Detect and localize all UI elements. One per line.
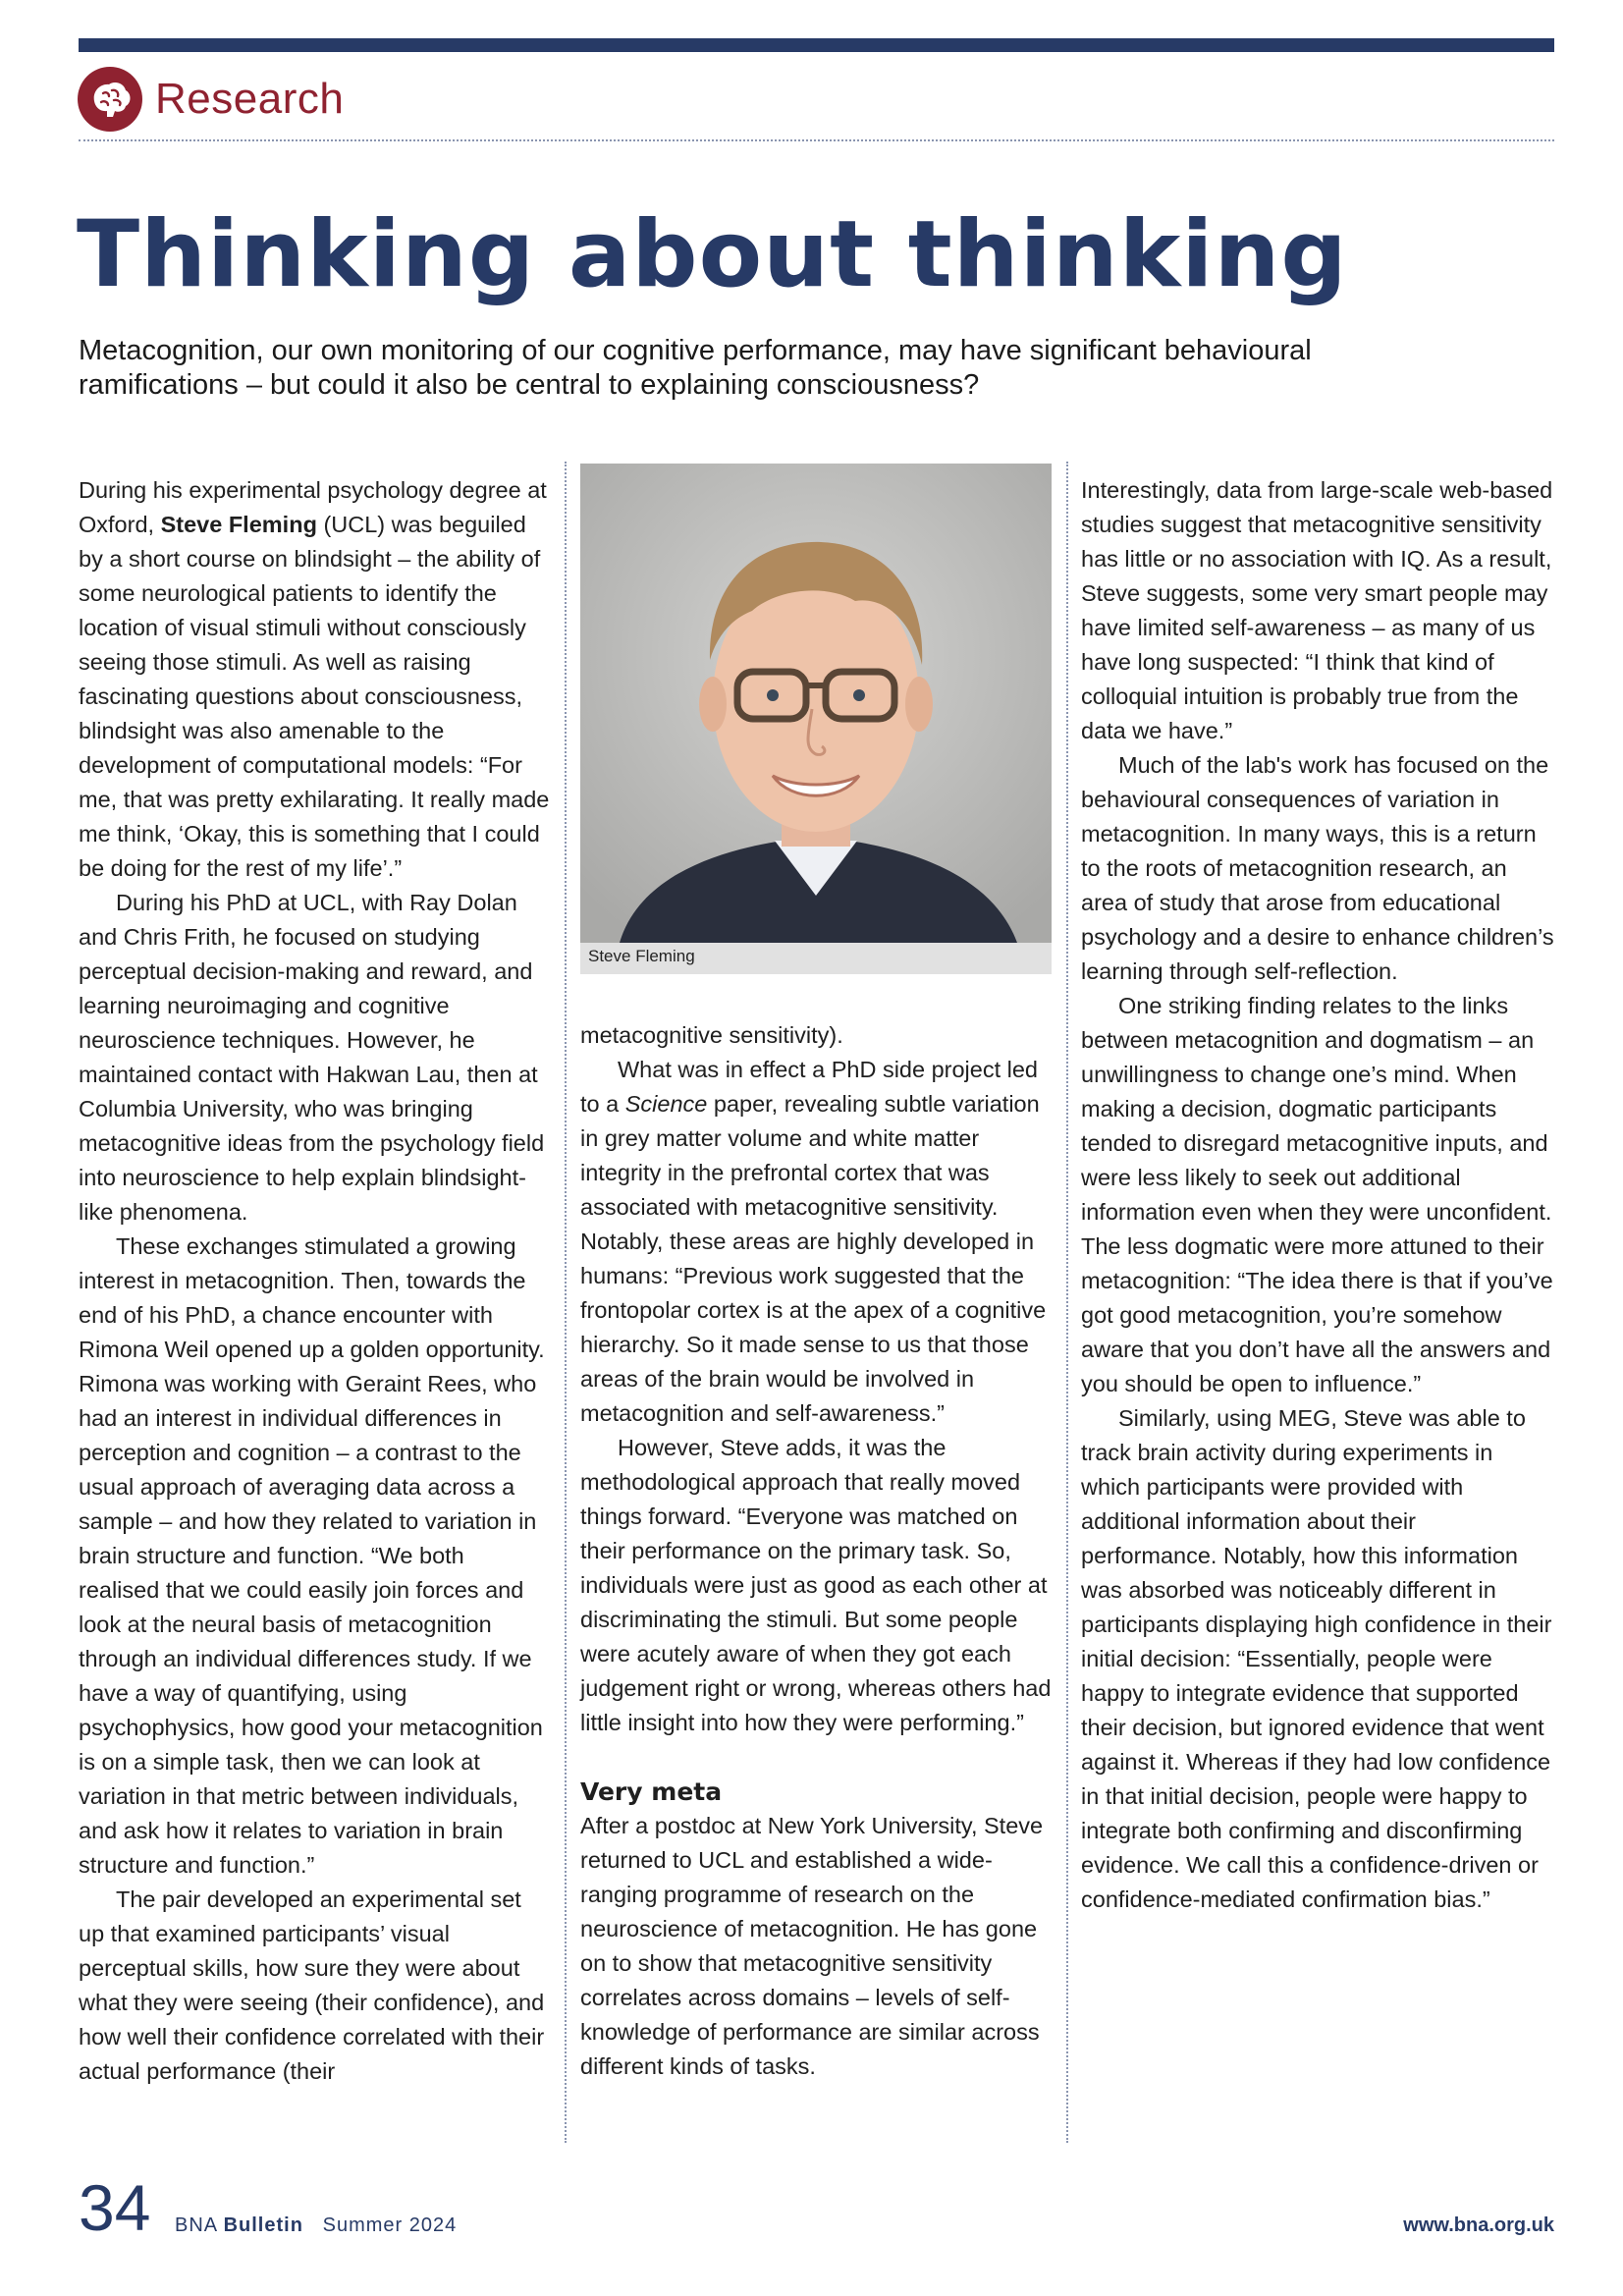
issue-label: Summer 2024: [322, 2214, 458, 2236]
paragraph: Much of the lab's work has focused on the behavioural consequences of variation in metacognition. In many ways, this is a return to the roots of metacognition research, an area of study that arose from educational psychology and a desire to enhance children’s learning through self-reflection.: [1081, 752, 1554, 984]
paragraph: Interestingly, data from large-scale web-based studies suggest that metacognitive sensitivity has little or no association with IQ. As a result, Steve suggests, some very smart people may have limited self-awareness – as many of us have long suspected: “I think that kind of colloquial intuition is probably true from the data we have.”: [1081, 477, 1553, 743]
section-header: [77, 65, 344, 134]
article-column-1: [79, 473, 550, 2089]
article-column-3: [1081, 473, 1554, 1917]
paragraph: However, Steve adds, it was the methodological approach that really moved things forward. “Everyone was matched on their performance on the primary task. So, individuals were just as good as each other at discriminating the stimuli. But some people were acutely aware of when they got each judgement right or wrong, whereas others had little insight into how they were performing.”: [580, 1435, 1052, 1735]
paragraph: The pair developed an experimental set up that examined participants’ visual perceptual skills, how sure they were about what they were seeing (their confidence), and how well their confidence correlated with their actual performance (their: [79, 1886, 545, 2084]
portrait-figure: [580, 464, 1052, 974]
article-headline: Thinking about thinking: [77, 201, 1348, 308]
paragraph: One striking finding relates to the links between metacognition and dogmatism – an unwillingness to change one’s mind. When making a decision, dogmatic participants tended to disregard metacognitive inputs, and were less likely to seek out additional information even when they were unconfident. The less dogmatic were more attuned to their metacognition: “The idea there is that if you’ve got good metacognition, you’re somehow aware that you don’t have all the answers and you should be open to influence.”: [1081, 993, 1553, 1396]
page-number: 34: [79, 2171, 151, 2244]
paragraph: After a postdoc at New York University, Steve returned to UCL and established a wide-ranging programme of research on the neuroscience of metacognition. He has gone on to show that metacognitive sensitivity correlates across domains – levels of self-knowledge of performance are similar across different kinds of tasks.: [580, 1813, 1044, 2079]
publication-name: BNA Bulletin Summer 2024: [175, 2214, 458, 2236]
section-label: Research: [155, 75, 345, 123]
subheading: Very meta: [580, 1777, 723, 1806]
paragraph: During his PhD at UCL, with Ray Dolan and Chris Frith, he focused on studying perceptual decision-making and reward, and learning neuroimaging and cognitive neuroscience techniques. However, he maintained contact with Hakwan Lau, then at Columbia University, who was bringing metacognitive ideas from the psychology field into neuroscience to help explain blindsight-like phenomena.: [79, 890, 545, 1225]
column-divider-2: [1066, 462, 1068, 2143]
article-column-2-text: [580, 1018, 1052, 2084]
photo-caption: Steve Fleming: [588, 947, 695, 965]
paragraph: What was in effect a PhD side project led to a Science paper, revealing subtle variation in grey matter volume and white matter integrity in the prefrontal cortex that was associated with metacognitive sensitivity. Notably, these areas are highly developed in humans: “Previous work suggested that the frontopolar cortex is at the apex of a cognitive hierarchy. So it made sense to us that those areas of the brain would be involved in metacognition and self-awareness.”: [580, 1057, 1047, 1426]
top-rule-bar: [79, 38, 1554, 52]
website-link[interactable]: www.bna.org.uk: [1403, 2214, 1554, 2236]
paragraph: These exchanges stimulated a growing interest in metacognition. Then, towards the end of his PhD, a chance encounter with Rimona Weil opened up a golden opportunity. Rimona was working with Geraint Rees, who had an interest in individual differences in perception and cognition – a contrast to the usual approach of averaging data across a sample – and how they related to variation in brain structure and function. “We both realised that we could easily join forces and look at the neural basis of metacognition through an individual differences study. If we have a way of quantifying, using psychophysics, how good your metacognition is on a simple task, then we can look at variation in that metric between individuals, and ask how it relates to variation in brain structure and function.”: [79, 1233, 545, 1878]
brain-icon: [77, 66, 143, 133]
section-divider: [79, 139, 1554, 141]
paragraph: Similarly, using MEG, Steve was able to track brain activity during experiments in which participants were provided with additional information about their performance. Notably, how this information was absorbed was noticeably different in participants displaying high confidence in their initial decision: “Essentially, people were happy to integrate evidence that supported their decision, but ignored evidence that went against it. Whereas if they had low confidence in that initial decision, people were happy to integrate both confirming and disconfirming evidence. We call this a confidence-driven or confidence-mediated confirmation bias.”: [1081, 1405, 1552, 1912]
column-divider-1: [565, 462, 567, 2143]
article-standfirst: Metacognition, our own monitoring of our cognitive performance, may have significant behavioural ramifications – but could it also be central to explaining consciousness?: [79, 335, 1312, 401]
person-name: Steve Fleming: [160, 512, 317, 537]
paragraph: During his experimental psychology degree at Oxford, Steve Fleming (UCL) was beguiled by a short course on blindsight – the ability of some neurological patients to identify the location of visual stimuli without consciously seeing those stimuli. As well as raising fascinating questions about consciousness, blindsight was also amenable to the development of computational models: “For me, that was pretty exhilarating. It really made me think, ‘Okay, this is something that I could be doing for the rest of my life’.”: [79, 477, 550, 881]
portrait-photo: [580, 464, 1052, 943]
paragraph: metacognitive sensitivity).: [580, 1022, 843, 1048]
page-footer: [79, 2171, 1554, 2244]
